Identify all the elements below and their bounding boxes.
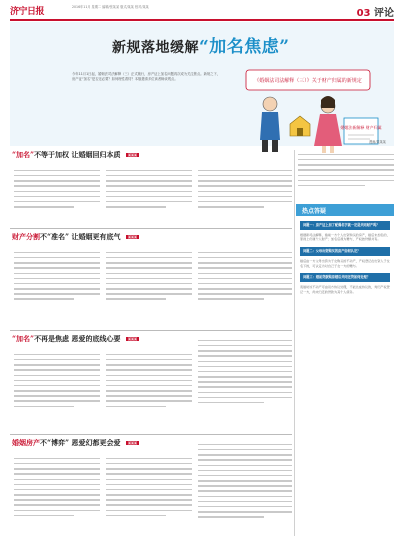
article-title-text: 不再是焦虑 恩爱的底线心要 <box>34 334 121 343</box>
article-byline: 某某某 <box>127 337 137 341</box>
article-4-col-3 <box>198 440 292 522</box>
article-title-quote: 婚姻房产 <box>12 438 40 447</box>
article-3-col-1 <box>14 350 100 411</box>
section-divider <box>10 228 292 229</box>
article-title-text: 不等于加权 让婚姻回归本质 <box>34 150 121 159</box>
faq-question: 问题二：父母出资购买的房产如何认定？ <box>300 247 390 256</box>
man-body <box>260 112 280 140</box>
faq-answer: 离婚时该不动产可由双方协议处理，不能达成协议的，判归产权登记一方，尚未归还的贷款为其个人债务。 <box>300 284 390 294</box>
hero-banner <box>10 22 394 146</box>
column-divider <box>294 150 295 536</box>
masthead-rule <box>10 19 394 21</box>
article-1-col-3 <box>198 166 292 211</box>
article-byline: 某某某 <box>127 235 137 239</box>
article-title <box>12 150 292 160</box>
article-3-col-2 <box>106 350 192 411</box>
article-title-text: 不“准名” 让婚姻更有底气 <box>40 232 121 241</box>
page-title-prefix: 新规落地缓解 <box>112 40 199 56</box>
article-1 <box>12 150 292 160</box>
cartoon-illustration <box>232 66 384 158</box>
section-name: 评论 <box>374 8 394 19</box>
article-1-col-4 <box>298 150 394 190</box>
masthead <box>10 4 394 20</box>
article-title-quote: “加名” <box>12 334 35 343</box>
article-title <box>12 232 292 242</box>
article-2 <box>12 232 292 242</box>
sidebar-header <box>296 204 394 216</box>
article-1-col-1 <box>14 166 100 211</box>
sidebar-faq <box>296 204 394 534</box>
section-divider <box>10 330 292 331</box>
illustration-credit: 漫画/某某某 <box>368 140 386 144</box>
faq-question: 问题三：婚前贷款购房婚后共同还贷如何处理？ <box>300 273 390 282</box>
house-door <box>297 128 303 136</box>
issue-meta: 2016年11月 星期二 编辑/张某某 版式/某某 校对/某某 <box>72 5 149 9</box>
newspaper-logo: 济宁日报 <box>10 7 45 17</box>
section-label <box>357 4 394 19</box>
law-document-text: 婚姻法新解释 财产归属 <box>340 125 382 130</box>
woman-dress <box>314 114 342 146</box>
faq-question: 问题一：房产证上加了配偶名字就一定是共同财产吗？ <box>300 221 390 230</box>
faq-answer: 婚后由一方父母出资为子女购买的不动产，产权登记在出资人子女名下的，可认定为对自己子女一方的赠与。 <box>300 258 390 268</box>
hero-lead-text: 今年11月1日起，婚姻法司法解释（三）正式施行，房产证上加名问题再次成为关注焦点。新规之下，房产证“加名”是否还必要？如何理性看待？本版邀请多位读者畅谈观点。 <box>72 72 221 82</box>
page-title-highlight: “加名焦虑” <box>199 37 290 57</box>
woman-hair <box>321 96 335 108</box>
article-2-col-3 <box>198 248 292 304</box>
article-1-col-2 <box>106 166 192 211</box>
article-2-col-2 <box>106 248 192 304</box>
section-divider <box>10 434 292 435</box>
article-title-quote: 财产分割 <box>12 232 40 241</box>
article-4-col-1 <box>14 454 100 520</box>
article-3-col-3 <box>198 336 292 407</box>
sidebar-title: 热点答疑 <box>302 208 327 215</box>
article-title-quote: “加名” <box>12 150 35 159</box>
article-2-col-1 <box>14 248 100 304</box>
article-byline: 某某某 <box>127 441 137 445</box>
page-title <box>112 32 290 57</box>
section-number: 03 <box>356 8 371 19</box>
man-head <box>263 97 277 111</box>
article-byline: 某某某 <box>127 153 137 157</box>
article-4-col-2 <box>106 454 192 520</box>
faq-answer: 根据新司法解释，婚前一方个人出资购买的房产，婚后未加名的，原则上仍属个人财产；加名后视为赠与，产权按份额共有。 <box>300 232 390 242</box>
article-title-text: 不“博弈” 恩爱幻都更会爱 <box>40 438 121 447</box>
cartoon-banner-text: 《婚姻法司法解释（三）》关于财产归属的新规定 <box>254 78 362 84</box>
